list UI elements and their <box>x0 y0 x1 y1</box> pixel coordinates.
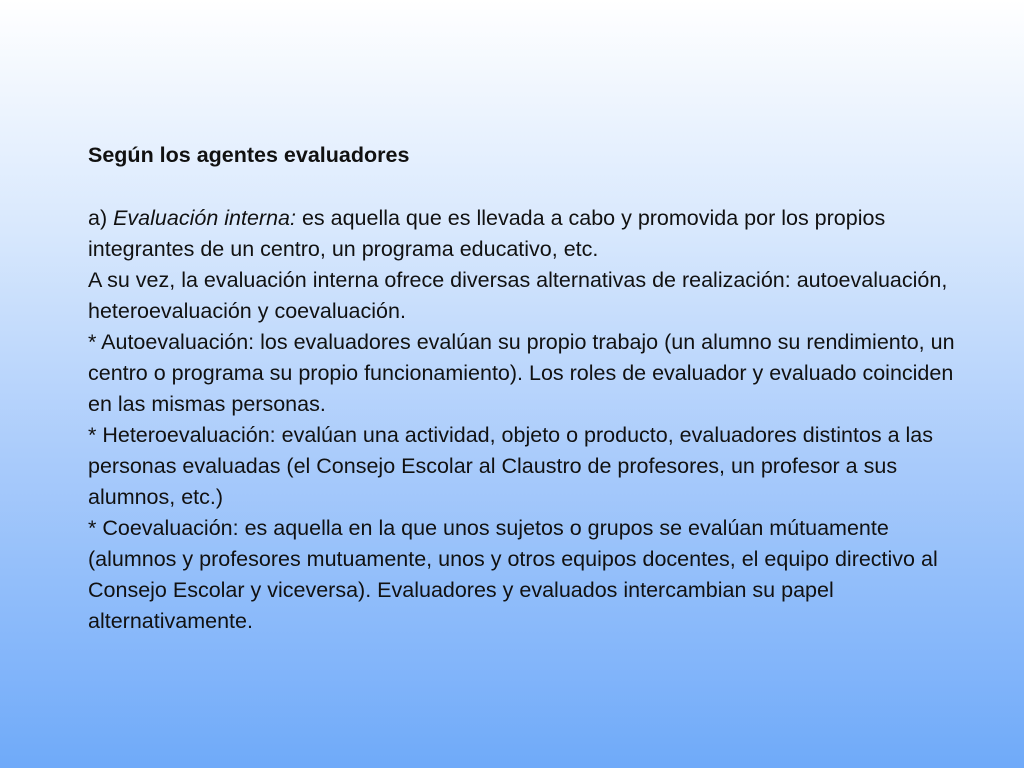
coevaluation-paragraph: * Coevaluación: es aquella en la que unos sujetos o grupos se evalúan mútuamente (alumnos y profesores mutuamente, unos y otros equipos docentes, el equipo directivo al Consejo Escolar y viceversa). Evaluadores y evaluados intercambian su papel alternativamente. <box>88 516 938 633</box>
internal-evaluation-paragraph <box>88 203 968 265</box>
heteroevaluation-paragraph: * Heteroevaluación: evalúan una actividad, objeto o producto, evaluadores distintos a las personas evaluadas (el Consejo Escolar al Claustro de profesores, un profesor a sus alumnos, etc.) <box>88 423 934 509</box>
internal-evaluation-term: Evaluación interna: <box>113 206 296 230</box>
spacer <box>88 173 968 203</box>
slide-content <box>88 140 968 637</box>
alternatives-paragraph: A su vez, la evaluación interna ofrece diversas alternativas de realización: autoevaluación, heteroevaluación y coevaluación. <box>88 268 948 323</box>
internal-evaluation-definition: es aquella que es llevada a cabo y promovida por los propios integrantes de un centro, un programa educativo, etc. <box>88 206 886 261</box>
autoevaluation-paragraph: * Autoevaluación: los evaluadores evalúan su propio trabajo (un alumno su rendimiento, un centro o programa su propio funcionamiento). Los roles de evaluador y evaluado coinciden en las mismas personas. <box>88 330 955 416</box>
item-prefix: a) <box>88 206 114 230</box>
slide-heading: Según los agentes evaluadores <box>88 143 410 167</box>
